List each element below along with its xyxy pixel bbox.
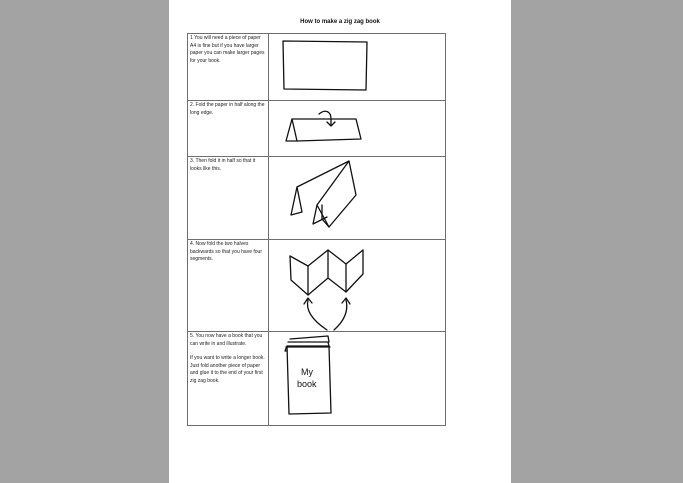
zig-zag-segments-icon (269, 240, 445, 331)
book-cover-text-line2: book (297, 379, 317, 389)
step-4-illustration (269, 240, 445, 331)
table-row (188, 332, 445, 425)
step-2-illustration (269, 101, 445, 156)
table-row (188, 101, 445, 157)
step-3-illustration (269, 157, 445, 239)
document-page (169, 0, 511, 483)
step-2-text: 2. Fold the paper in half along the long edge. (190, 102, 265, 116)
step-5-extra-text: If you want to write a longer book. Just fold another piece of paper and glue it to the end of your first zig zag book. (190, 355, 265, 384)
step-5-illustration (269, 332, 445, 425)
table-row (188, 34, 445, 101)
step-1-illustration (269, 34, 445, 100)
step-text-cell (188, 101, 269, 156)
step-text-cell (188, 240, 269, 331)
step-5-text: 5. You now have a book that you can write in and illustrate. (190, 333, 263, 347)
finished-book-icon (269, 332, 445, 424)
step-text-cell (188, 34, 269, 100)
instructions-table (187, 33, 446, 426)
step-3-text: 3. Then fold it in half so that it looks like this. (190, 158, 256, 172)
folded-paper-icon (269, 101, 445, 156)
table-row (188, 157, 445, 240)
table-row (188, 240, 445, 332)
step-text-cell (188, 332, 269, 425)
blank-paper-icon (269, 34, 445, 100)
step-4-text: 4. Now fold the two halves backwards so that you have four segments. (190, 241, 262, 263)
double-folded-paper-icon (269, 157, 445, 239)
step-1-text: 1 You will need a piece of paper A4 is fine but if you have larger paper you can make larger pages for your book. (190, 35, 265, 64)
document-title: How to make a zig zag book (300, 19, 380, 25)
book-cover-text-line1: My (301, 367, 313, 377)
step-text-cell (188, 157, 269, 239)
